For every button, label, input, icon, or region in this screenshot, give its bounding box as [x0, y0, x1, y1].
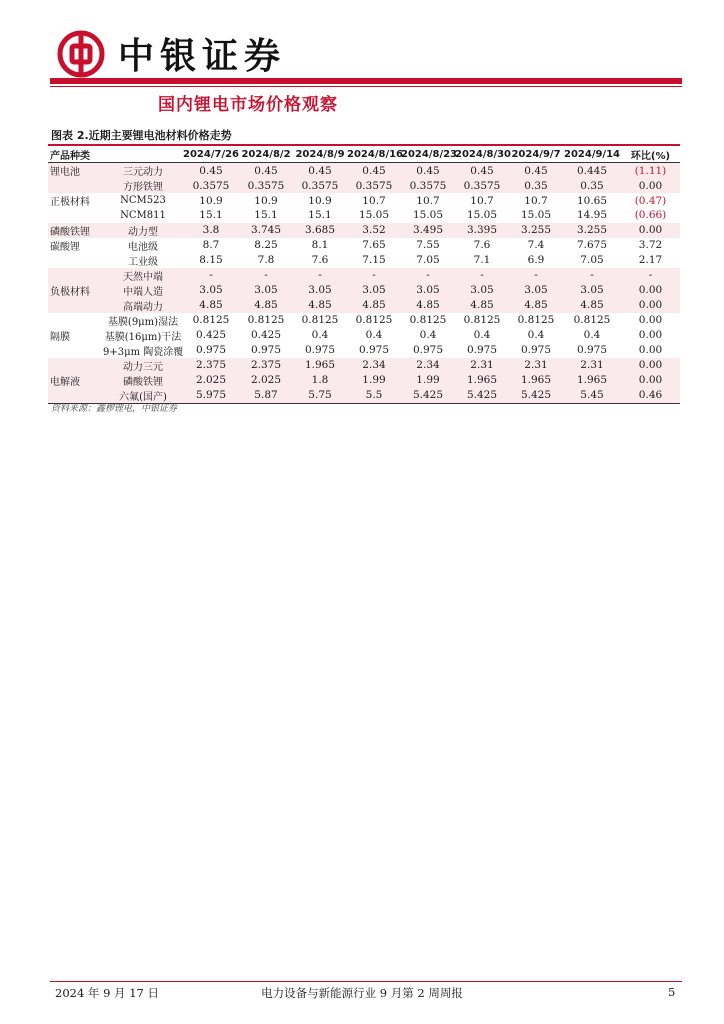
price-cell: 1.965: [455, 373, 509, 388]
price-cell: 15.05: [412, 209, 444, 222]
price-cell: 1.99: [401, 373, 455, 388]
product-name: 高端动力: [103, 298, 183, 313]
price-cell: 2.025: [239, 373, 293, 388]
price-cell: 15.05: [466, 209, 498, 222]
price-cell: 10.7: [416, 194, 440, 207]
price-cell: 4.85: [239, 298, 293, 313]
price-cell: 2.31: [563, 358, 621, 373]
price-cell: 0.975: [195, 344, 227, 357]
price-cell: 0.4: [311, 329, 329, 342]
price-cell: 0.975: [358, 344, 390, 357]
price-cell: -: [563, 268, 621, 283]
change-cell: 0.46: [621, 388, 680, 404]
price-cell: 4.85: [401, 298, 455, 313]
product-category: [48, 253, 103, 268]
price-cell: 3.05: [293, 283, 347, 298]
price-cell: 7.6: [473, 239, 491, 252]
footer-report-title: 电力设备与新能源行业 9 月第 2 周周报: [261, 986, 463, 1000]
price-cell: 3.05: [455, 283, 509, 298]
product-name: 六氟(国产): [103, 388, 183, 404]
product-category: [48, 313, 103, 328]
price-cell: 4.85: [455, 298, 509, 313]
price-cell: 3.395: [455, 223, 509, 238]
product-category: 碳酸锂: [50, 241, 80, 253]
change-cell: 0.00: [638, 329, 663, 342]
table-row: [48, 208, 680, 223]
price-table: [48, 147, 680, 404]
bank-of-china-logo-icon: [57, 30, 105, 82]
price-cell: 0.4: [527, 329, 545, 342]
price-cell: 10.9: [254, 194, 278, 207]
table-row: [48, 253, 680, 268]
change-cell: 3.72: [638, 239, 663, 252]
price-cell: 7.05: [580, 254, 604, 267]
price-cell: 2.34: [347, 358, 401, 373]
price-cell: 4.85: [347, 298, 401, 313]
price-cell: 8.15: [199, 254, 223, 267]
price-cell: 0.4: [473, 329, 491, 342]
price-cell: 15.05: [520, 209, 552, 222]
price-cell: 2.31: [509, 358, 563, 373]
price-cell: 10.9: [308, 194, 332, 207]
product-name: 中端人造: [103, 283, 183, 298]
price-cell: 8.1: [311, 239, 329, 252]
change-cell: (1.11): [621, 163, 680, 179]
price-cell: 8.25: [254, 239, 278, 252]
price-cell: 0.45: [239, 163, 293, 179]
price-cell: 5.87: [239, 388, 293, 404]
table-row: [48, 193, 680, 208]
price-cell: -: [455, 268, 509, 283]
product-category: [48, 343, 103, 358]
caption-divider: [48, 144, 680, 146]
page-number: 5: [668, 985, 676, 999]
product-category: [48, 178, 103, 193]
product-category: [48, 268, 103, 283]
price-cell: 7.55: [416, 239, 440, 252]
price-cell: 0.4: [583, 329, 601, 342]
price-cell: 10.7: [470, 194, 494, 207]
change-cell: (0.66): [634, 209, 667, 222]
price-cell: 0.975: [466, 344, 498, 357]
table-row: [48, 373, 680, 388]
price-cell: 7.65: [362, 239, 386, 252]
product-category: 隔膜: [50, 331, 70, 343]
price-cell: 15.1: [254, 209, 278, 222]
price-cell: 4.85: [509, 298, 563, 313]
price-cell: 3.05: [239, 283, 293, 298]
figure-caption: 图表 2.近期主要锂电池材料价格走势: [51, 129, 232, 142]
table-row: [48, 313, 680, 328]
change-cell: 0.00: [621, 298, 680, 313]
price-cell: 1.8: [293, 373, 347, 388]
price-cell: 8.7: [202, 239, 220, 252]
price-cell: -: [293, 268, 347, 283]
header-divider-thin: [50, 86, 682, 87]
product-category: 电解液: [48, 373, 103, 388]
price-cell: 7.15: [362, 254, 386, 267]
change-cell: 0.00: [621, 178, 680, 193]
price-cell: 0.8125: [463, 314, 501, 327]
price-cell: 0.3575: [455, 178, 509, 193]
product-name: NCM811: [120, 209, 166, 221]
change-cell: 0.00: [621, 373, 680, 388]
price-cell: -: [401, 268, 455, 283]
price-cell: 3.05: [563, 283, 621, 298]
price-cell: 0.45: [401, 163, 455, 179]
product-category: [48, 208, 103, 223]
price-cell: 0.8125: [573, 314, 611, 327]
price-cell: 3.685: [293, 223, 347, 238]
price-cell: 3.255: [509, 223, 563, 238]
price-cell: 10.7: [524, 194, 548, 207]
price-cell: 0.35: [563, 178, 621, 193]
price-cell: 0.4: [365, 329, 383, 342]
product-name: 磷酸铁锂: [103, 373, 183, 388]
change-cell: 0.00: [621, 358, 680, 373]
section-title: 国内锂电市场价格观察: [158, 95, 338, 115]
price-cell: 5.45: [563, 388, 621, 404]
price-cell: 3.8: [183, 223, 239, 238]
column-header: 2024/9/14: [563, 147, 621, 163]
brand-name: 中银证券: [118, 36, 287, 77]
footer-date: 2024 年 9 月 17 日: [55, 986, 159, 1000]
price-cell: 7.8: [257, 254, 275, 267]
price-cell: 4.85: [563, 298, 621, 313]
product-name: 工业级: [128, 256, 158, 268]
price-cell: 0.45: [509, 163, 563, 179]
price-cell: 5.5: [347, 388, 401, 404]
price-cell: 0.975: [520, 344, 552, 357]
table-row: [48, 328, 680, 343]
price-cell: 7.6: [311, 254, 329, 267]
price-cell: 5.75: [293, 388, 347, 404]
price-cell: 0.975: [250, 344, 282, 357]
table-row: [48, 178, 680, 193]
table-row: [48, 298, 680, 313]
price-cell: 1.99: [347, 373, 401, 388]
price-cell: 10.7: [362, 194, 386, 207]
product-name: 9+3μm 陶瓷涂覆: [103, 346, 184, 358]
source-note: 资料来源：鑫椤锂电，中银证券: [51, 404, 178, 414]
price-cell: 0.975: [576, 344, 608, 357]
product-name: 电池级: [128, 241, 158, 253]
price-cell: 0.35: [509, 178, 563, 193]
price-cell: 0.3575: [293, 178, 347, 193]
price-cell: 10.9: [199, 194, 223, 207]
price-cell: -: [239, 268, 293, 283]
table-row: [48, 268, 680, 283]
price-cell: 0.8125: [517, 314, 555, 327]
change-cell: 0.00: [638, 314, 663, 327]
table-header-row: [48, 147, 680, 163]
price-cell: 0.3575: [347, 178, 401, 193]
product-category: [48, 358, 103, 373]
product-category: 正极材料: [50, 197, 90, 208]
change-cell: 0.00: [638, 344, 663, 357]
price-cell: 2.34: [401, 358, 455, 373]
price-cell: 0.3575: [183, 178, 239, 193]
price-cell: 5.425: [455, 388, 509, 404]
product-name: 动力三元: [103, 358, 183, 373]
column-header: 2024/8/9: [293, 147, 347, 163]
product-category: [48, 298, 103, 313]
column-header: 2024/8/16: [347, 147, 401, 163]
price-cell: 2.025: [183, 373, 239, 388]
price-cell: 0.425: [195, 329, 227, 342]
price-cell: 0.8125: [192, 314, 230, 327]
product-name: 三元动力: [103, 163, 183, 179]
footer-divider: [50, 981, 682, 982]
price-cell: 0.8125: [409, 314, 447, 327]
price-cell: 7.675: [576, 239, 608, 252]
product-category: 锂电池: [48, 163, 103, 179]
product-category: 磷酸铁锂: [48, 223, 103, 238]
product-name: 基膜(16μm)干法: [104, 331, 182, 343]
price-cell: 3.745: [239, 223, 293, 238]
price-cell: 3.495: [401, 223, 455, 238]
price-cell: 14.95: [576, 209, 608, 222]
column-header: 产品种类: [48, 147, 183, 163]
price-cell: -: [183, 268, 239, 283]
column-header: 环比(%): [621, 147, 680, 163]
price-cell: 0.45: [347, 163, 401, 179]
price-cell: 0.3575: [239, 178, 293, 193]
price-cell: 4.85: [183, 298, 239, 313]
price-cell: 15.1: [199, 209, 223, 222]
price-cell: 4.85: [293, 298, 347, 313]
table-row: [48, 163, 680, 179]
price-cell: 7.05: [416, 254, 440, 267]
change-cell: (0.47): [634, 194, 667, 207]
price-cell: 3.52: [347, 223, 401, 238]
price-cell: 3.255: [563, 223, 621, 238]
price-cell: 5.425: [401, 388, 455, 404]
price-cell: 0.4: [419, 329, 437, 342]
column-header: 2024/8/23: [401, 147, 455, 163]
price-cell: 2.375: [183, 358, 239, 373]
price-cell: 3.05: [347, 283, 401, 298]
price-cell: 5.975: [183, 388, 239, 404]
price-cell: 3.05: [509, 283, 563, 298]
product-name: 天然中端: [103, 268, 183, 283]
price-cell: 0.8125: [355, 314, 393, 327]
price-cell: 1.965: [563, 373, 621, 388]
header-divider: [50, 78, 682, 84]
price-cell: 3.05: [401, 283, 455, 298]
change-cell: 0.00: [621, 283, 680, 298]
price-cell: 0.425: [250, 329, 282, 342]
price-cell: 0.445: [563, 163, 621, 179]
product-name: 动力型: [103, 223, 183, 238]
change-cell: 2.17: [638, 254, 663, 267]
price-cell: 0.45: [183, 163, 239, 179]
table-row: [48, 283, 680, 298]
price-cell: 15.1: [308, 209, 332, 222]
column-header: 2024/9/7: [509, 147, 563, 163]
product-category: 负极材料: [48, 283, 103, 298]
price-cell: 0.45: [293, 163, 347, 179]
column-header: 2024/8/2: [239, 147, 293, 163]
column-header: 2024/8/30: [455, 147, 509, 163]
product-name: 方形铁锂: [103, 178, 183, 193]
price-cell: 3.05: [183, 283, 239, 298]
price-cell: 5.425: [509, 388, 563, 404]
price-cell: 10.65: [576, 194, 608, 207]
price-cell: 2.375: [239, 358, 293, 373]
price-cell: 7.4: [527, 239, 545, 252]
price-cell: 1.965: [293, 358, 347, 373]
column-header: 2024/7/26: [183, 147, 239, 163]
product-name: 基膜(9μm)湿法: [107, 316, 179, 328]
price-cell: 0.975: [412, 344, 444, 357]
price-cell: 0.3575: [401, 178, 455, 193]
table-row: [48, 223, 680, 238]
price-cell: -: [509, 268, 563, 283]
table-row: [48, 343, 680, 358]
price-cell: 0.8125: [301, 314, 339, 327]
price-cell: 2.31: [455, 358, 509, 373]
change-cell: -: [621, 268, 680, 283]
product-name: NCM523: [120, 195, 166, 206]
change-cell: 0.00: [621, 223, 680, 238]
price-cell: 15.05: [358, 209, 390, 222]
price-cell: 0.45: [455, 163, 509, 179]
price-cell: -: [347, 268, 401, 283]
price-cell: 0.975: [304, 344, 336, 357]
price-cell: 1.965: [509, 373, 563, 388]
table-row: [48, 238, 680, 253]
price-cell: 0.8125: [247, 314, 285, 327]
price-cell: 7.1: [473, 254, 491, 267]
table-row: [48, 358, 680, 373]
price-cell: 6.9: [527, 254, 545, 267]
